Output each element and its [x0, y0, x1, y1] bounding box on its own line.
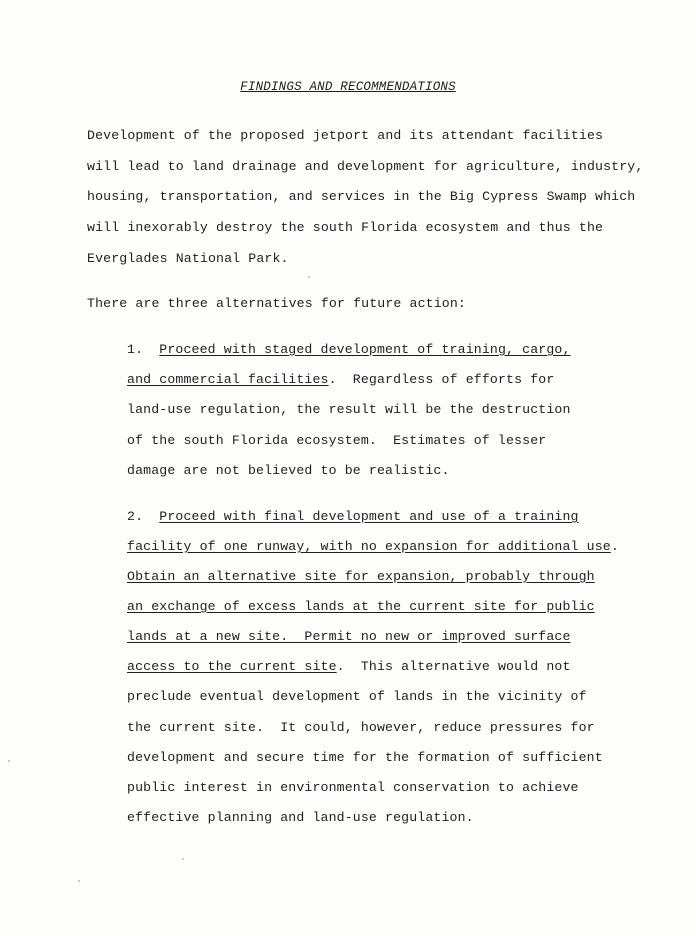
item1-line-1: 1. Proceed with staged development of training, cargo,	[127, 342, 571, 357]
intro-line-3: housing, transportation, and services in the Big Cypress Swamp which	[87, 189, 636, 204]
item1-line-3: land-use regulation, the result will be the destruction	[127, 402, 571, 417]
intro-line-1: Development of the proposed jetport and its attendant facilities	[87, 128, 604, 143]
item2-line-6: access to the current site. This alternative would not	[127, 659, 571, 674]
item2-line-9: development and secure time for the formation of sufficient	[127, 750, 603, 765]
item2-line-5: lands at a new site. Permit no new or improved surface	[127, 629, 571, 644]
item1-line-4: of the south Florida ecosystem. Estimates of lesser	[127, 433, 547, 448]
item2-line-10: public interest in environmental conservation to achieve	[127, 780, 579, 795]
item1-line-2: and commercial facilities. Regardless of efforts for	[127, 372, 555, 387]
scan-speck	[308, 276, 310, 278]
item1-line-5: damage are not believed to be realistic.	[127, 463, 450, 478]
item2-line-4: an exchange of excess lands at the current site for public	[127, 599, 595, 614]
item2-line-2: facility of one runway, with no expansion for additional use.	[127, 539, 619, 554]
item2-line-3: Obtain an alternative site for expansion, probably through	[127, 569, 595, 584]
intro-line-4: will inexorably destroy the south Florida ecosystem and thus the	[87, 220, 604, 235]
item2-line-7: preclude eventual development of lands in the vicinity of	[127, 689, 587, 704]
alternatives-intro: There are three alternatives for future action:	[87, 296, 466, 311]
scan-speck	[78, 880, 80, 882]
item2-line-1: 2. Proceed with final development and use of a training	[127, 509, 579, 524]
scan-speck	[182, 858, 184, 860]
intro-line-2: will lead to land drainage and development for agriculture, industry,	[87, 159, 644, 174]
intro-line-5: Everglades National Park.	[87, 251, 289, 266]
item2-line-11: effective planning and land-use regulation.	[127, 810, 474, 825]
page-title: FINDINGS AND RECOMMENDATIONS	[240, 80, 456, 94]
scan-speck	[8, 760, 10, 762]
item2-line-8: the current site. It could, however, reduce pressures for	[127, 720, 595, 735]
